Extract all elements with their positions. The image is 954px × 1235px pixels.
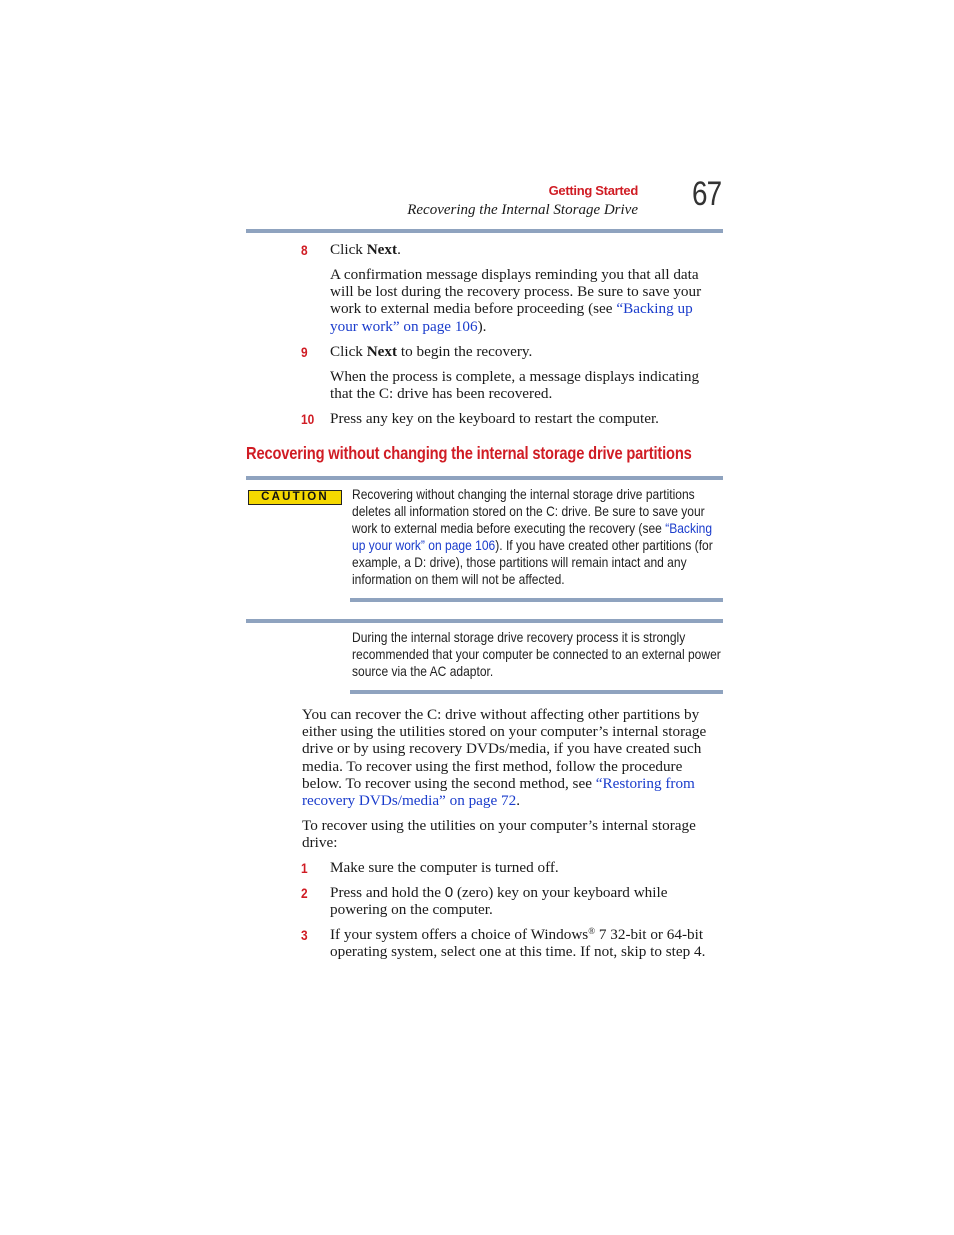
step-number: 2: [301, 885, 308, 901]
caution-top-rule: [246, 476, 723, 480]
step-text: If your system offers a choice of Windows® 7 32-bit or 64-bit operating system, select one at this time. If not, skip to step 4.: [330, 926, 706, 961]
section-heading: Recovering without changing the internal storage drive partitions: [246, 443, 692, 463]
step-number: 9: [301, 344, 308, 360]
step-text: Press and hold the 0 (zero) key on your keyboard while powering on the computer.: [330, 884, 668, 919]
step-number: 8: [301, 242, 308, 258]
page-number: 67: [692, 175, 722, 213]
step-number: 3: [301, 927, 308, 943]
step-text: Click Next to begin the recovery.: [330, 343, 533, 360]
step-number: 1: [301, 860, 308, 876]
key-label: 0: [444, 884, 454, 901]
caution-badge: CAUTION: [248, 490, 342, 505]
body-paragraph: To recover using the utilities on your computer’s internal storage drive:: [302, 817, 696, 852]
registered-mark: ®: [588, 926, 596, 936]
header-rule: [246, 229, 723, 233]
step-detail: A confirmation message displays reminding you that all data will be lost during the recovery process. Be sure to save your work to external media before proceeding (see “Backing up your work” on page 106).: [330, 266, 702, 335]
step-text: Make sure the computer is turned off.: [330, 859, 559, 876]
running-header-section: Getting Started: [548, 183, 638, 198]
step-text: Press any key on the keyboard to restart the computer.: [330, 410, 659, 427]
step-number: 10: [301, 411, 315, 427]
note-bottom-rule: [350, 690, 723, 694]
restoring-link[interactable]: “Restoring from recovery DVDs/media” on page 72: [302, 774, 695, 810]
step-detail: When the process is complete, a message displays indicating that the C: drive has been recovered.: [330, 368, 700, 403]
backing-up-link[interactable]: “Backing up your work” on page 106: [330, 300, 693, 335]
caution-bottom-rule: [350, 598, 723, 602]
body-paragraph: You can recover the C: drive without affecting other partitions by either using the utilities stored on your computer’s internal storage drive or by using recovery DVDs/media, if you have created such media. To recover using the first method, follow the procedure below. To recover using the second method, see “Restoring from recovery DVDs/media” on page 72.: [302, 706, 707, 810]
backing-up-link[interactable]: “Backing up your work” on page 106: [352, 520, 713, 553]
running-header-subsection: Recovering the Internal Storage Drive: [407, 202, 638, 218]
caution-text: Recovering without changing the internal storage drive partitions deletes all information stored on the C: drive. Be sure to save your work to external media before executing the recovery (see “Backing up your work” on page 106). If you have created other partitions (for example, a D: drive), those partitions will remain intact and any information on them will not be affected.: [352, 486, 713, 587]
note-top-rule: [246, 619, 723, 623]
note-text: During the internal storage drive recovery process it is strongly recommended that your computer be connected to an external power source via the AC adaptor.: [352, 629, 721, 679]
step-text: Click Next.: [330, 241, 401, 258]
